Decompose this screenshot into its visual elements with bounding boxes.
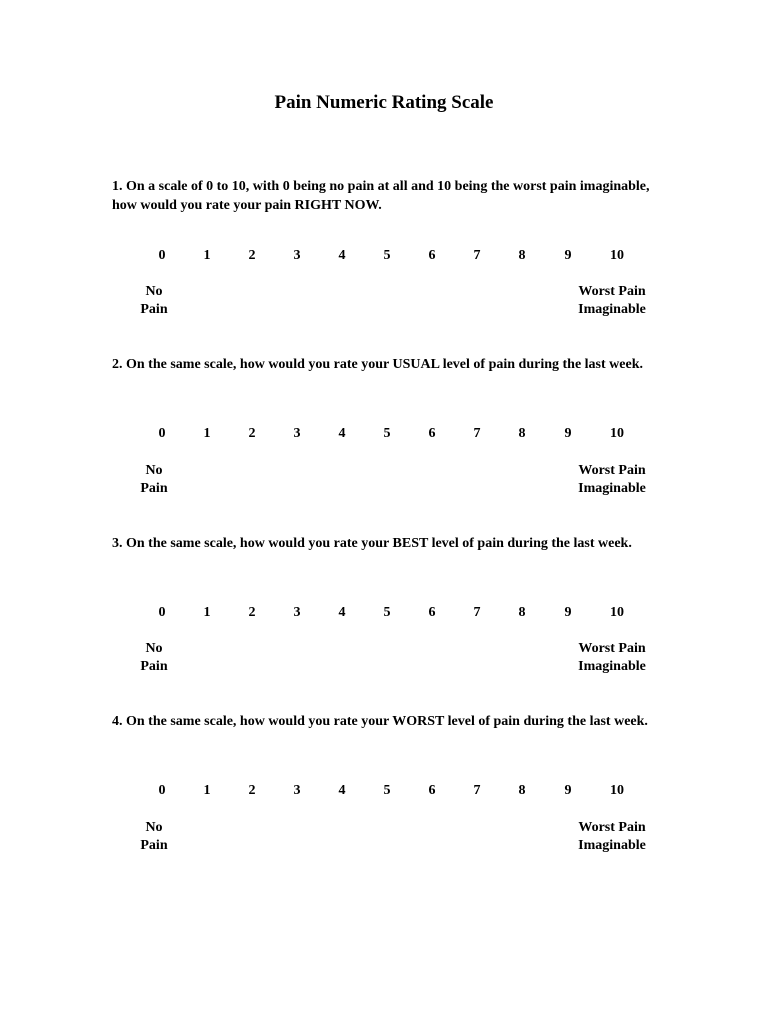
scale-number-8[interactable]: 8 — [518, 783, 526, 798]
scale-number-8[interactable]: 8 — [518, 426, 526, 441]
scale-number-6[interactable]: 6 — [428, 248, 436, 263]
rating-scale-4 — [0, 783, 768, 803]
right-anchor-line-2: Imaginable — [578, 659, 646, 674]
scale-number-2[interactable]: 2 — [248, 426, 256, 441]
rating-scale-1 — [0, 248, 768, 268]
scale-number-2[interactable]: 2 — [248, 605, 256, 620]
scale-number-10[interactable]: 10 — [610, 605, 624, 620]
scale-3-left-anchor — [124, 640, 184, 676]
right-anchor-line-1: Worst Pain — [578, 820, 646, 835]
scale-number-0[interactable]: 0 — [158, 783, 166, 798]
scale-number-1[interactable]: 1 — [203, 248, 211, 263]
scale-number-5[interactable]: 5 — [383, 426, 391, 441]
scale-number-3[interactable]: 3 — [293, 248, 301, 263]
scale-number-10[interactable]: 10 — [610, 248, 624, 263]
scale-number-2[interactable]: 2 — [248, 248, 256, 263]
question-4-text: 4. On the same scale, how would you rate your WORST level of pain during the last week. — [112, 714, 648, 729]
left-anchor-line-2: Pain — [140, 659, 168, 674]
scale-number-9[interactable]: 9 — [564, 248, 572, 263]
left-anchor-line-2: Pain — [140, 302, 168, 317]
scale-number-10[interactable]: 10 — [610, 426, 624, 441]
scale-number-0[interactable]: 0 — [158, 248, 166, 263]
left-anchor-line-1: No — [145, 463, 163, 478]
scale-1-left-anchor — [124, 283, 184, 319]
question-1-text: 1. On a scale of 0 to 10, with 0 being no pain at all and 10 being the worst pain imaginable, how would you rate your pain RIGHT NOW. — [112, 179, 650, 213]
scale-number-6[interactable]: 6 — [428, 605, 436, 620]
right-anchor-line-2: Imaginable — [578, 838, 646, 853]
rating-scale-2 — [0, 426, 768, 446]
scale-number-7[interactable]: 7 — [473, 248, 481, 263]
right-anchor-line-1: Worst Pain — [578, 463, 646, 478]
left-anchor-line-1: No — [145, 641, 163, 656]
scale-number-3[interactable]: 3 — [293, 783, 301, 798]
scale-number-1[interactable]: 1 — [203, 426, 211, 441]
scale-number-5[interactable]: 5 — [383, 248, 391, 263]
scale-number-6[interactable]: 6 — [428, 783, 436, 798]
scale-number-10[interactable]: 10 — [610, 783, 624, 798]
scale-number-9[interactable]: 9 — [564, 605, 572, 620]
right-anchor-line-2: Imaginable — [578, 302, 646, 317]
left-anchor-line-2: Pain — [140, 838, 168, 853]
scale-4-right-anchor — [564, 819, 660, 855]
question-2-text: 2. On the same scale, how would you rate your USUAL level of pain during the last week. — [112, 357, 643, 372]
scale-number-2[interactable]: 2 — [248, 783, 256, 798]
scale-number-5[interactable]: 5 — [383, 783, 391, 798]
scale-number-1[interactable]: 1 — [203, 605, 211, 620]
scale-number-4[interactable]: 4 — [338, 605, 346, 620]
scale-4-left-anchor — [124, 819, 184, 855]
scale-number-4[interactable]: 4 — [338, 248, 346, 263]
right-anchor-line-2: Imaginable — [578, 481, 646, 496]
left-anchor-line-2: Pain — [140, 481, 168, 496]
scale-number-0[interactable]: 0 — [158, 426, 166, 441]
scale-number-3[interactable]: 3 — [293, 426, 301, 441]
scale-2-left-anchor — [124, 462, 184, 498]
scale-1-right-anchor — [564, 283, 660, 319]
scale-number-5[interactable]: 5 — [383, 605, 391, 620]
scale-3-right-anchor — [564, 640, 660, 676]
question-3-text: 3. On the same scale, how would you rate your BEST level of pain during the last week. — [112, 536, 632, 551]
scale-number-8[interactable]: 8 — [518, 248, 526, 263]
scale-number-9[interactable]: 9 — [564, 426, 572, 441]
scale-number-4[interactable]: 4 — [338, 783, 346, 798]
scale-number-7[interactable]: 7 — [473, 783, 481, 798]
rating-scale-3 — [0, 605, 768, 625]
scale-number-8[interactable]: 8 — [518, 605, 526, 620]
right-anchor-line-1: Worst Pain — [578, 284, 646, 299]
left-anchor-line-1: No — [145, 820, 163, 835]
scale-number-3[interactable]: 3 — [293, 605, 301, 620]
scale-number-4[interactable]: 4 — [338, 426, 346, 441]
scale-number-9[interactable]: 9 — [564, 783, 572, 798]
scale-number-7[interactable]: 7 — [473, 426, 481, 441]
page-title: Pain Numeric Rating Scale — [274, 92, 494, 113]
scale-number-0[interactable]: 0 — [158, 605, 166, 620]
scale-number-7[interactable]: 7 — [473, 605, 481, 620]
left-anchor-line-1: No — [145, 284, 163, 299]
scale-2-right-anchor — [564, 462, 660, 498]
right-anchor-line-1: Worst Pain — [578, 641, 646, 656]
scale-number-6[interactable]: 6 — [428, 426, 436, 441]
scale-number-1[interactable]: 1 — [203, 783, 211, 798]
